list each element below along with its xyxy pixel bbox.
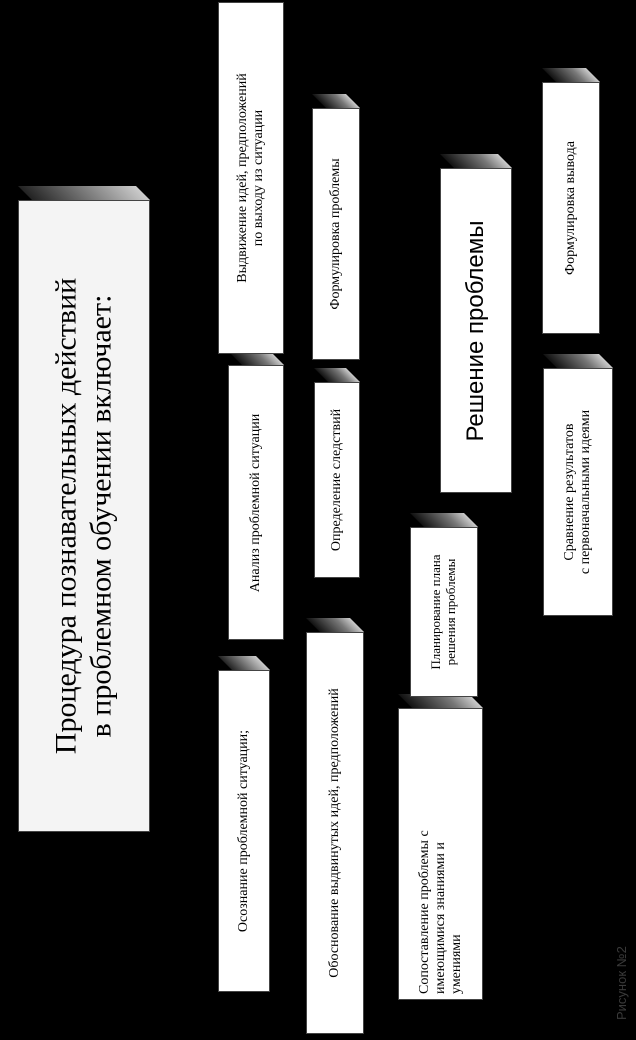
planning-box-face (410, 527, 478, 697)
consequences-box-top-bevel (314, 368, 360, 382)
awareness-box-face (218, 670, 270, 992)
ideas-label: Выдвижение идей, предположений по выходу из ситуации (234, 73, 266, 283)
solution-label: Решение проблемы (462, 219, 490, 442)
awareness-box-top-bevel (218, 656, 270, 670)
analysis-box-face (228, 365, 284, 640)
solution-box-top-bevel (440, 154, 512, 168)
consequences-label: Определение следствий (328, 408, 344, 552)
planning-box (410, 527, 478, 697)
planning-box-top-bevel (410, 513, 478, 527)
ideas-box (218, 2, 284, 354)
justification-box (306, 632, 364, 1034)
awareness-box (218, 670, 270, 992)
solution-box (440, 168, 512, 493)
comparison-label: Сопоставление проблемы с имеющимися знаниями и умениями (416, 830, 464, 994)
analysis-label: Анализ проблемной ситуации (247, 413, 263, 592)
planning-label: Планирование плана решения проблемы (428, 554, 458, 670)
formulation-box (312, 108, 360, 360)
results-box (543, 368, 613, 616)
conclusion-label: Формулировка вывода (562, 141, 578, 275)
diagram-title: Процедура познавательных действий в проблемном обучении включает: (49, 277, 117, 755)
consequences-box (314, 382, 360, 578)
formulation-label: Формулировка проблемы (327, 158, 343, 310)
justification-box-top-bevel (306, 618, 364, 632)
consequences-box-face (314, 382, 360, 578)
formulation-box-face (312, 108, 360, 360)
awareness-label: Осознание проблемной ситуации; (235, 729, 251, 933)
comparison-box (398, 708, 483, 1000)
solution-box-face (440, 168, 512, 493)
figure-caption: Рисунок №2 (614, 946, 629, 1020)
results-label: Сравнение результатов с первоначальными идеями (561, 409, 593, 575)
conclusion-box-top-bevel (542, 68, 600, 82)
formulation-box-top-bevel (312, 94, 360, 108)
justification-box-face (306, 632, 364, 1034)
comparison-box-face (398, 708, 483, 1000)
title-box-top-bevel (18, 186, 150, 200)
title-box-face (18, 200, 150, 832)
ideas-box-face (218, 2, 284, 354)
justification-label: Обоснование выдвинутых идей, предположений (326, 688, 342, 978)
results-box-top-bevel (543, 354, 613, 368)
conclusion-box (542, 82, 600, 334)
title-box (18, 200, 150, 832)
conclusion-box-face (542, 82, 600, 334)
results-box-face (543, 368, 613, 616)
analysis-box (228, 365, 284, 640)
